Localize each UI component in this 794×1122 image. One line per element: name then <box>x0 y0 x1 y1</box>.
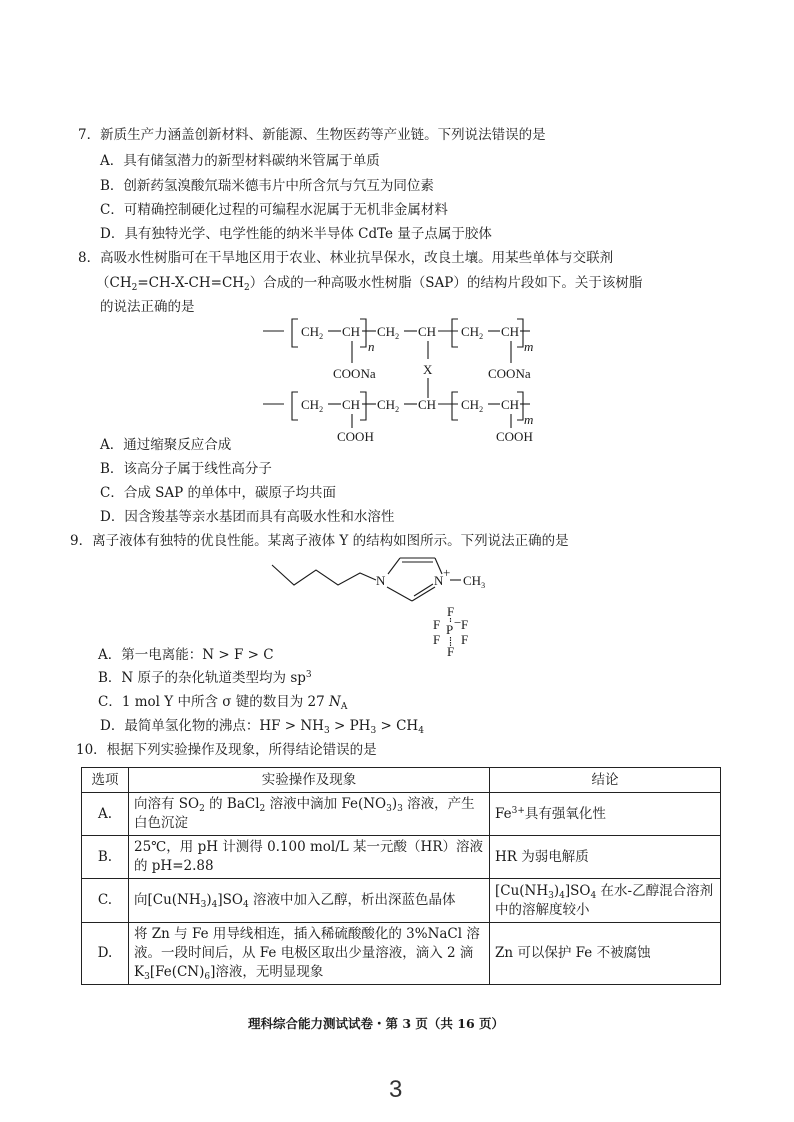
bracket-right <box>360 319 366 347</box>
row-option: D. <box>82 923 129 985</box>
row-conclusion: $Fe^{3+}$具有强氧化性 <box>490 793 721 836</box>
q8-stem-line3: 的说法正确的是 <box>100 299 195 315</box>
experiment-table <box>81 767 721 985</box>
ch2-label: $CH_2$ <box>461 324 484 341</box>
table-header-row <box>82 768 721 793</box>
table-row <box>82 836 721 879</box>
x-label: X <box>423 362 433 377</box>
f-label: F <box>447 604 455 619</box>
coona-label: COONa <box>488 366 531 381</box>
q9-sub: 4 <box>418 726 424 736</box>
plus-charge: + <box>443 565 451 580</box>
header-conclusion: 结论 <box>490 768 721 793</box>
row-procedure: 将 Zn 与 Fe 用导线相连，插入稀硫酸酸化的 3%NaCl 溶液。一段时间后，从 Fe 电极区取出少量溶液，滴入 2 滴 $K_3[Fe(CN)_6]$溶液，无明显现象 <box>129 923 490 985</box>
q7-option-d: D．具有独特光学、电学性能的纳米半导体 CdTe 量子点属于胶体 <box>100 226 492 242</box>
row-conclusion: $[Cu(NH_3)_4]SO_4$ 在水-乙醇混合溶剂中的溶解度较小 <box>490 879 721 923</box>
q8-stem-line2-pre: （CH <box>96 275 132 291</box>
butyl-chain <box>272 565 376 585</box>
avogadro-symbol: N <box>329 694 341 710</box>
q8-stem-line2 <box>96 273 642 293</box>
bracket-left <box>452 319 458 347</box>
q9-option-a: A．第一电离能：N > F > C <box>98 647 274 663</box>
page-footer: 理科综合能力测试试卷・第 3 页（共 16 页） <box>248 1016 505 1031</box>
n2-label: N <box>434 573 444 588</box>
q10-stem: 10．根据下列实验操作及现象，所得结论错误的是 <box>76 742 377 758</box>
bond <box>387 587 412 601</box>
q9-option-d-text: > CH <box>376 718 419 734</box>
coona-label: COONa <box>333 366 376 381</box>
q9-option-b-text: B．N 原子的杂化轨道类型均为 sp <box>98 670 306 686</box>
subscript-m: m <box>524 412 534 427</box>
methyl-label: $CH_3$ <box>463 573 486 590</box>
ch2-label: $CH_2$ <box>377 324 400 341</box>
table-row <box>82 879 721 923</box>
f-label: F <box>461 617 469 632</box>
row-procedure: 向溶有 $SO_2$ 的 BaCl$_2$ 溶液中滴加 $Fe(NO_3)_3$ 溶液，产生白色沉淀 <box>129 793 490 836</box>
q8-option-a: A．通过缩聚反应合成 <box>100 437 232 453</box>
f-label: F <box>433 632 441 647</box>
bracket-left <box>452 392 458 420</box>
bracket-right <box>360 392 366 420</box>
q8-sub: 2 <box>131 283 138 293</box>
q9-option-d-text: > PH <box>329 718 371 734</box>
ch2-label: $CH_2$ <box>301 324 324 341</box>
q8-sub: 2 <box>244 283 250 293</box>
q9-sub: 3 <box>370 726 377 736</box>
q9-option-b-sup: 3 <box>305 670 312 680</box>
ch-label: CH <box>342 324 361 339</box>
ch2-label: $CH_2$ <box>461 397 484 414</box>
q8-stem-line2-mid: =CH-X-CH=CH <box>137 275 245 291</box>
ch-label: CH <box>501 324 520 339</box>
f-label: F <box>447 644 455 659</box>
q9-option-d <box>100 716 424 736</box>
q9-sub: 3 <box>323 726 330 736</box>
q8-option-d: D．因含羧基等亲水基团而具有高吸水性和水溶性 <box>100 509 395 525</box>
cooh-label: COOH <box>337 429 374 444</box>
p-label: P <box>446 622 454 637</box>
table-row <box>82 923 721 985</box>
row-option: B. <box>82 836 129 879</box>
row-option: C. <box>82 879 129 923</box>
q9-option-c <box>98 692 347 712</box>
header-option: 选项 <box>82 768 129 793</box>
table-row <box>82 793 721 836</box>
subscript-m: m <box>524 339 534 354</box>
ionic-liquid-structure-diagram <box>270 553 500 659</box>
f-label: F <box>433 617 441 632</box>
row-conclusion: HR 为弱电解质 <box>490 836 721 879</box>
row-procedure: 25℃，用 pH 计测得 0.100 mol/L 某一元酸（HR）溶液的 pH=2.88 <box>129 836 490 879</box>
q9-option-d-text: D．最简单氢化物的沸点：HF > NH <box>100 718 324 734</box>
q9-stem: 9．离子液体有独特的优良性能。某离子液体 Y 的结构如图所示。下列说法正确的是 <box>70 533 569 549</box>
subscript-n: n <box>368 339 375 354</box>
q8-stem-line1: 8．高吸水性树脂可在干旱地区用于农业、林业抗旱保水，改良土壤。用某些单体与交联剂 <box>78 250 614 266</box>
row-procedure: 向$[Cu(NH_3)_4]SO_4$ 溶液中加入乙醇，析出深蓝色晶体 <box>129 879 490 923</box>
ch-label: CH <box>501 397 520 412</box>
q8-stem-line2-post: ）合成的一种高吸水性树脂（SAP）的结构片段如下。关于该树脂 <box>249 275 643 291</box>
q7-option-b: B．创新药氢溴酸氘瑞米德韦片中所含氘与氕互为同位素 <box>100 178 434 194</box>
avogadro-sub: A <box>340 702 348 712</box>
header-procedure: 实验操作及现象 <box>129 768 490 793</box>
sap-structure-diagram <box>260 308 534 444</box>
row-conclusion: Zn 可以保护 Fe 不被腐蚀 <box>490 923 721 985</box>
bracket-left <box>292 319 298 347</box>
q7-stem: 7．新质生产力涵盖创新材料、新能源、生物医药等产业链。下列说法错误的是 <box>78 127 546 143</box>
ch-label: CH <box>342 397 361 412</box>
q7-option-c: C．可精确控制硬化过程的可编程水泥属于无机非金属材料 <box>100 202 448 218</box>
ch-label: CH <box>418 397 437 412</box>
q7-option-a: A．具有储氢潜力的新型材料碳纳米管属于单质 <box>100 153 380 169</box>
q8-option-c: C．合成 SAP 的单体中，碳原子均共面 <box>100 485 336 501</box>
n1-label: N <box>376 573 386 588</box>
q9-option-c-text: C．1 mol Y 中所含 σ 键的数目为 27 <box>98 694 330 710</box>
q8-option-b: B．该高分子属于线性高分子 <box>100 461 272 477</box>
row-option: A. <box>82 793 129 836</box>
bond <box>388 558 400 574</box>
bond <box>435 558 442 574</box>
bracket-left <box>292 392 298 420</box>
ch-label: CH <box>418 324 437 339</box>
cooh-label: COOH <box>496 429 533 444</box>
page-number: 3 <box>389 1076 403 1103</box>
f-label: F <box>461 632 469 647</box>
minus-charge: − <box>454 615 462 630</box>
q9-option-b <box>98 668 312 688</box>
ch2-label: $CH_2$ <box>301 397 324 414</box>
bond <box>412 587 435 601</box>
ch2-label: $CH_2$ <box>377 397 400 414</box>
